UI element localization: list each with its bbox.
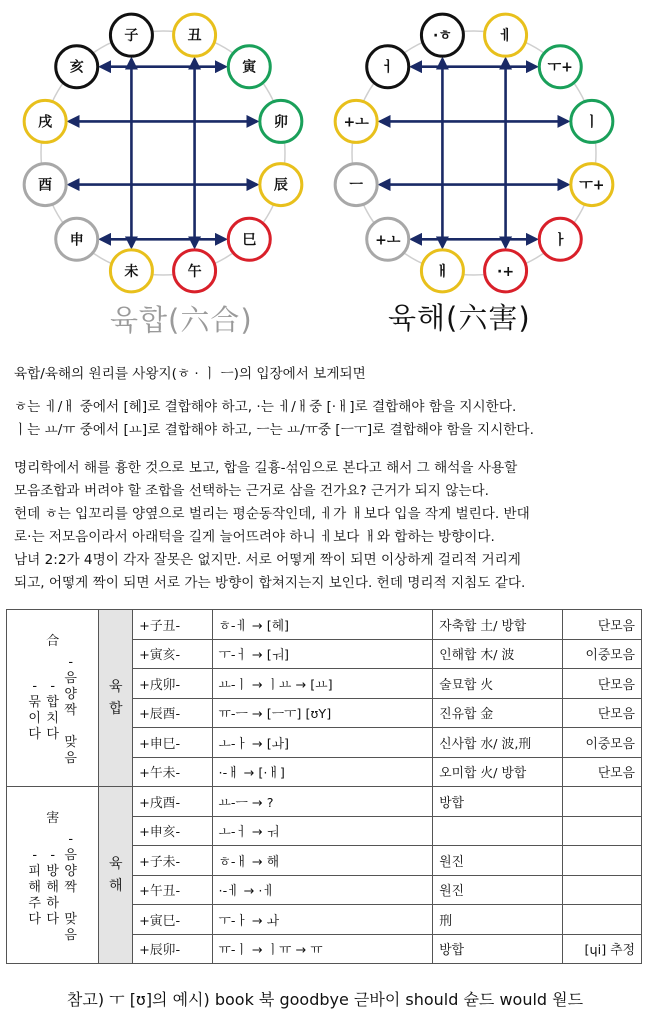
cell-combo: +子丑- (133, 610, 212, 640)
hae-side-meanings (7, 787, 99, 964)
table-row (7, 787, 642, 817)
wheel-right-node-label: ㅡ (349, 177, 363, 194)
hae-group-label: 육 해 (99, 787, 133, 964)
cell-combo: +戌卯- (133, 669, 212, 699)
side-meaning: - 음 양 짝 맞 음 (64, 654, 77, 766)
body-line-1: 명리학에서 해를 흉한 것으로 보고, 합을 길흉-섞임으로 본다고 해서 그 해석을 사용할 (14, 460, 518, 476)
cell-formula: ㅗ-ㅓ → ㅝ (212, 816, 433, 846)
cell-vowel: 단모음 (562, 757, 641, 787)
cell-vowel: 이중모음 (562, 639, 641, 669)
wheel-left-node-label: 酉 (38, 177, 53, 194)
cell-combo: +子未- (133, 846, 212, 876)
side-meaning: - 피 해 주 다 (28, 847, 41, 927)
body-line-4: 로·는 저모음이라서 아래턱을 길게 늘어뜨려야 하니 ㅔ보다 ㅐ와 합하는 방향이다. (14, 529, 495, 545)
table-row (7, 610, 642, 640)
wheel-left-node-label: 亥 (69, 59, 84, 76)
wheel-left-node-label: 子 (124, 28, 139, 45)
wheel-left-node-label: 寅 (242, 59, 257, 76)
cell-formula: ㅗ-ㅏ → [ㅘ] (212, 728, 433, 758)
cell-vowel: 이중모음 (562, 728, 641, 758)
cell-vowel: 단모음 (562, 669, 641, 699)
body-line-5: 남녀 2:2가 4명이 각자 잘못은 없지만. 서로 어떻게 짝이 되면 이상하게 걸리적 거리게 (14, 552, 521, 568)
cell-name: 술묘합 火 (433, 669, 562, 699)
body-line-3: 헌데 ㅎ는 입꼬리를 양옆으로 벌리는 평순동작인데, ㅔ가 ㅐ보다 입을 작게 벌린다. 반대 (14, 506, 530, 522)
wheel-right-node-label: +ㅗ (343, 114, 369, 131)
cell-vowel (562, 875, 641, 905)
wheel-right-node-label: ㅜ+ (547, 59, 573, 76)
cell-formula: ㅛ-ㅣ → ㅣㅛ → [ㅛ] (212, 669, 433, 699)
side-meaning: - 방 해 하 다 (46, 847, 59, 927)
cell-formula: ㅠ-ㅣ → ㅣㅠ → ㅠ (212, 934, 433, 964)
cell-formula: ㅠ-ㅡ → [ㅡㅜ] [ʊY] (212, 698, 433, 728)
cell-formula: ㅛ-ㅡ → ? (212, 787, 433, 817)
wheel-right-node-label: ·+ (497, 263, 515, 280)
side-meaning: - 음 양 짝 맞 음 (64, 831, 77, 943)
cell-name: 원진 (433, 875, 562, 905)
cell-name: 진유합 金 (433, 698, 562, 728)
cell-formula: ㅜ-ㅏ → ㅘ (212, 905, 433, 935)
cell-vowel: [ɥi] 추정 (562, 934, 641, 964)
side-hanja: 害 (46, 810, 60, 826)
wheel-left-node-label: 午 (187, 263, 202, 280)
combination-table (6, 609, 642, 964)
wheel-right-node-label: ㅐ (435, 263, 450, 280)
cell-combo: +申亥- (133, 816, 212, 846)
wheel-diagrams (0, 0, 650, 340)
cell-combo: +寅亥- (133, 639, 212, 669)
cell-combo: +戌酉- (133, 787, 212, 817)
body-line-6: 되고, 어떻게 짝이 되면 서로 가는 방향이 합쳐지는지 보인다. 헌데 명리적 지침도 같다. (14, 575, 526, 591)
cell-formula: ㅎ-ㅔ → [헤] (212, 610, 433, 640)
wheel-left-node-label: 卯 (273, 114, 288, 131)
cell-combo: +午丑- (133, 875, 212, 905)
cell-combo: +辰卯- (133, 934, 212, 964)
wheel-left-node-label: 戌 (38, 114, 53, 131)
hap-group-label: 육 합 (99, 610, 133, 787)
wheel-left-node-label: 申 (69, 232, 84, 249)
wheel-right-node-label: ㅓ (380, 59, 395, 76)
cell-name (433, 816, 562, 846)
wheel-right-node-label: +ㅗ (375, 232, 401, 249)
reference-note: 참고) ㅜ [ʊ]의 예시) book 북 goodbye 귿바이 should 슏드 would 웓드 (66, 990, 584, 1009)
cell-vowel (562, 816, 641, 846)
cell-combo: +午未- (133, 757, 212, 787)
wheel-left-node-label: 辰 (273, 177, 288, 194)
cell-formula: ㅎ-ㅐ → 해 (212, 846, 433, 876)
cell-name: 오미합 火/ 방합 (433, 757, 562, 787)
cell-formula: ㅜ-ㅓ → [ㅝ] (212, 639, 433, 669)
wheel-right-node-label: ㅜ+ (579, 177, 605, 194)
cell-name: 원진 (433, 846, 562, 876)
cell-combo: +寅巳- (133, 905, 212, 935)
cell-formula: ·-ㅐ → [·ㅐ] (212, 757, 433, 787)
wheel-left-node-label: 巳 (242, 232, 257, 249)
intro-line-3: ㅣ는 ㅛ/ㅠ 중에서 [ㅛ]로 결합해야 하고, ㅡ는 ㅛ/ㅠ중 [ㅡㅜ]로 결합해야 함을 지시한다. (14, 422, 534, 438)
wheel-right-node-label: ㅏ (553, 232, 568, 249)
wheel-right-caption: 육해(六害) (388, 301, 531, 335)
wheel-left-node-label: 未 (124, 263, 139, 280)
wheel-left-node-label: 丑 (187, 28, 202, 45)
intro-line-2: ㅎ는 ㅔ/ㅐ 중에서 [헤]로 결합해야 하고, ·는 ㅔ/ㅐ중 [·ㅐ]로 결합해야 함을 지시한다. (14, 399, 517, 415)
cell-vowel (562, 846, 641, 876)
cell-combo: +申巳- (133, 728, 212, 758)
cell-name: 刑 (433, 905, 562, 935)
cell-name: 방합 (433, 787, 562, 817)
cell-name: 인해합 木/ 波 (433, 639, 562, 669)
side-meaning: - 묶 이 다 (28, 678, 41, 742)
side-meaning: - 합 치 다 (46, 678, 59, 742)
wheel-left-caption: 육합(六合) (110, 303, 253, 337)
intro-line-1: 육합/육해의 원리를 사왕지(ㅎ · ㅣ ㅡ)의 입장에서 보게되면 (14, 366, 366, 382)
cell-name: 신사합 水/ 波,刑 (433, 728, 562, 758)
cell-vowel: 단모음 (562, 698, 641, 728)
cell-formula: ·-ㅔ → ·ㅔ (212, 875, 433, 905)
cell-vowel (562, 787, 641, 817)
cell-name: 방합 (433, 934, 562, 964)
body-line-2: 모음조합과 버려야 할 조합을 선택하는 근거로 삼을 건가요? 근거가 되지 않는다. (14, 483, 489, 499)
wheel-right-node-label: ·ㅎ (433, 28, 452, 45)
cell-vowel: 단모음 (562, 610, 641, 640)
wheel-right-node-label: ㅣ (585, 114, 599, 131)
side-hanja: 合 (46, 633, 60, 649)
hap-side-meanings (7, 610, 99, 787)
cell-name: 자축합 土/ 방합 (433, 610, 562, 640)
wheel-right-node-label: ㅔ (498, 28, 513, 45)
cell-combo: +辰酉- (133, 698, 212, 728)
cell-vowel (562, 905, 641, 935)
